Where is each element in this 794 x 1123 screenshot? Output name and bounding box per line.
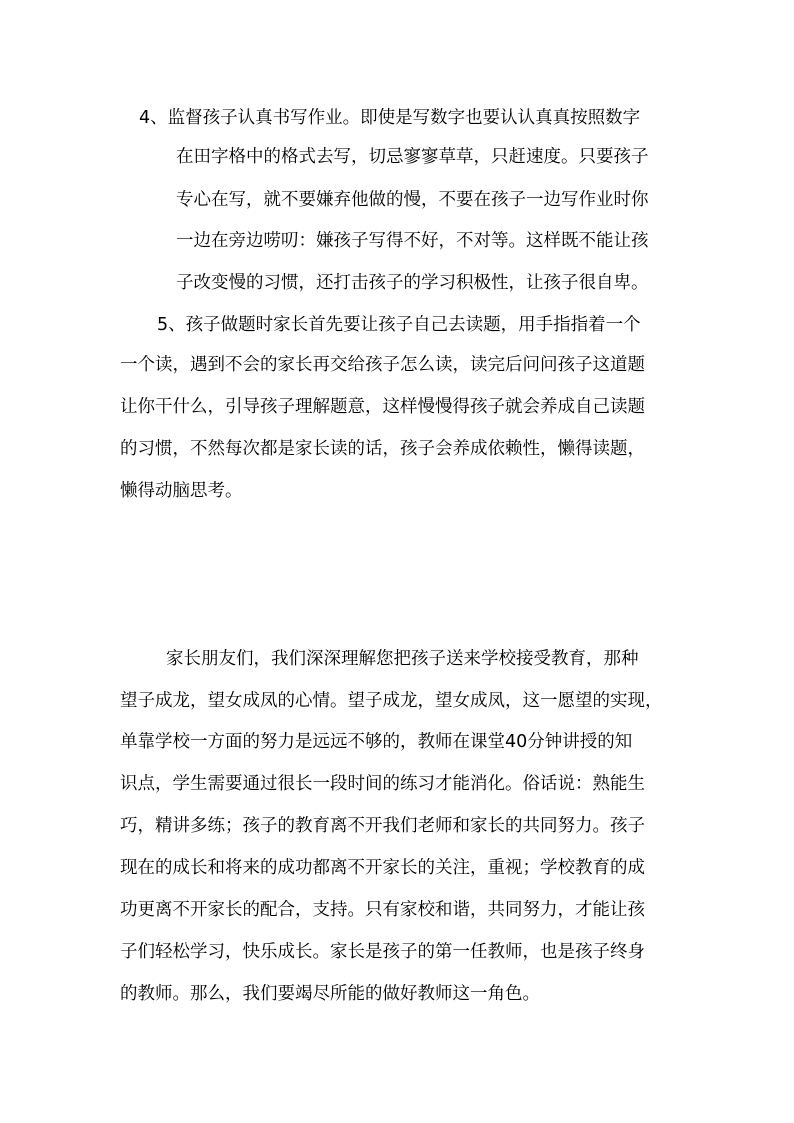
item-4-line-2: 在田字格中的格式去写，切忌寥寥草草，只赶速度。只要孩子 xyxy=(176,147,649,167)
item-5-line-5: 懒得动脑思考。 xyxy=(120,481,243,501)
item-5-line-2: 一个读，遇到不会的家长再交给孩子怎么读，读完后问问孩子这道题 xyxy=(120,355,645,375)
item-4-line-3: 专心在写，就不要嫌弃他做的慢，不要在孩子一边写作业时你 xyxy=(176,190,649,210)
paragraph-line-4: 识点，学生需要通过很长一段时间的练习才能消化。俗话说：熟能生 xyxy=(120,774,645,794)
paragraph-line-6: 现在的成长和将来的成功都离不开家长的关注，重视；学校教育的成 xyxy=(120,858,645,878)
paragraph-line-2: 望子成龙，望女成凤的心情。望子成龙，望女成凤，这一愿望的实现， xyxy=(120,691,663,711)
paragraph-line-8: 子们轻松学习，快乐成长。家长是孩子的第一任教师，也是孩子终身 xyxy=(120,942,645,962)
paragraph-line-5: 巧，精讲多练；孩子的教育离不开我们老师和家长的共同努力。孩子 xyxy=(120,816,645,836)
paragraph-line-3: 单靠学校一方面的努力是远远不够的，教师在课堂40分钟讲授的知 xyxy=(120,732,633,752)
item-5-line-4: 的习惯，不然每次都是家长读的话，孩子会养成依赖性，懒得读题， xyxy=(120,439,645,459)
paragraph-line-7: 功更离不开家长的配合，支持。只有家校和谐，共同努力，才能让孩 xyxy=(120,900,645,920)
item-4-line-4: 一边在旁边唠叨：嫌孩子写得不好，不对等。这样既不能让孩 xyxy=(176,231,649,251)
item-4-line-1: 4、监督孩子认真书写作业。即使是写数字也要认认真真按照数字 xyxy=(139,108,641,128)
item-5-line-3: 让你干什么，引导孩子理解题意，这样慢慢得孩子就会养成自己读题 xyxy=(120,397,645,417)
paragraph-line-9: 的教师。那么，我们要竭尽所能的做好教师这一角色。 xyxy=(120,984,540,1004)
paragraph-line-1: 家长朋友们，我们深深理解您把孩子送来学校接受教育，那种 xyxy=(166,649,639,669)
item-4-line-5: 子改变慢的习惯，还打击孩子的学习积极性，让孩子很自卑。 xyxy=(176,273,649,293)
item-5-line-1: 5、孩子做题时家长首先要让孩子自己去读题，用手指指着一个 xyxy=(157,315,641,335)
